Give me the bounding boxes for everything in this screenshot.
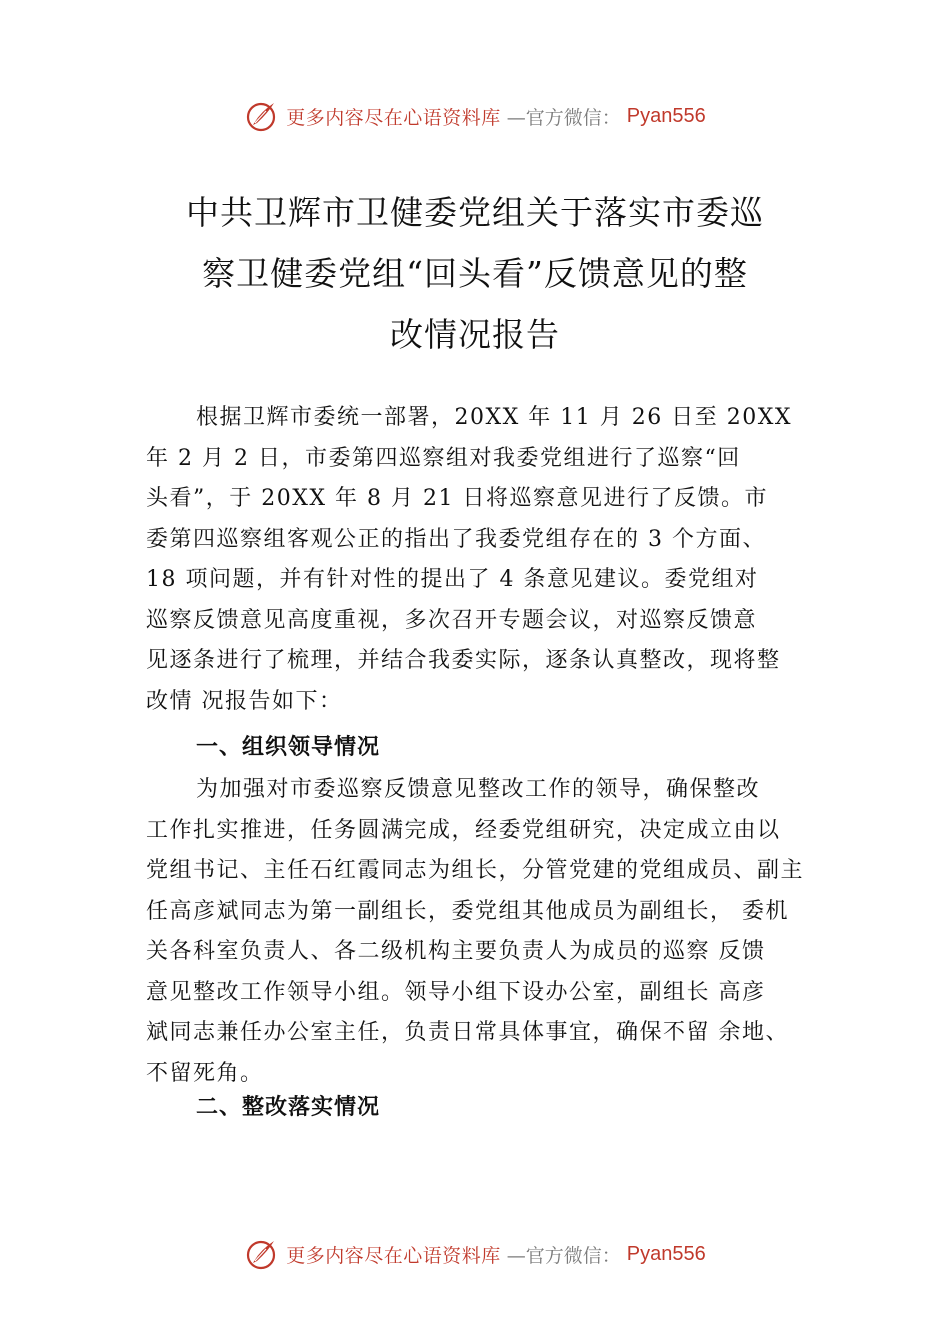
section-heading-2: 二、整改落实情况 xyxy=(196,1095,381,1120)
paragraph-line: 为加强对市委巡察反馈意见整改工作的领导，确保整改 xyxy=(196,777,761,802)
watermark-separator: —官方微信： xyxy=(506,1244,621,1267)
paragraph-line: 18 项问题，并有针对性的提出了 4 条意见建议。委党组对 xyxy=(146,567,759,592)
quill-logo-icon xyxy=(244,98,280,134)
paragraph-line: 头看”，于 20XX 年 8 月 21 日将巡察意见进行了反馈。市 xyxy=(146,486,769,511)
paragraph-line: 委第四巡察组客观公正的指出了我委党组存在的 3 个方面、 xyxy=(146,526,766,552)
paragraph-line: 见逐条进行了梳理，并结合我委实际，逐条认真整改，现将整 xyxy=(146,648,781,673)
leadership-paragraph xyxy=(146,770,826,1094)
paragraph-line: 巡察反馈意见高度重视，多次召开专题会议，对巡察反馈意 xyxy=(146,607,758,633)
watermark-wechat-id: Pyan556 xyxy=(626,1242,706,1265)
paragraph-line: 党组书记、主任石红霞同志为组长，分管党建的党组成员、副主 xyxy=(146,858,805,883)
watermark-wechat-id: Pyan556 xyxy=(626,104,706,127)
paragraph-line: 任高彦斌同志为第一副组长，委党组其他成员为副组长， 委机 xyxy=(146,898,789,924)
intro-paragraph xyxy=(146,398,826,722)
title-line: 察卫健委党组“回头看”反馈意见的整 xyxy=(202,254,748,293)
watermark-separator: —官方微信： xyxy=(506,106,621,129)
paragraph-line: 改情 况报告如下： xyxy=(146,688,343,714)
document-title xyxy=(120,182,830,365)
watermark-main-text: 更多内容尽在心语资料库 xyxy=(286,106,501,129)
title-line: 中共卫辉市卫健委党组关于落实市委巡 xyxy=(186,193,764,232)
paragraph-line: 根据卫辉市委统一部署，20XX 年 11 月 26 日至 20XX xyxy=(196,405,793,430)
paragraph-line: 斌同志兼任办公室主任，负责日常具体事宜，确保不留 余地、 xyxy=(146,1020,789,1045)
section-heading-1: 一、组织领导情况 xyxy=(196,735,381,760)
paragraph-line: 关各科室负责人、各二级机构主要负责人为成员的巡察 反馈 xyxy=(146,939,766,964)
watermark-main-text: 更多内容尽在心语资料库 xyxy=(286,1244,501,1267)
paragraph-line: 不留死角。 xyxy=(146,1060,264,1086)
paragraph-line: 意见整改工作领导小组。领导小组下设办公室，副组长 高彦 xyxy=(146,979,766,1005)
quill-logo-icon xyxy=(244,1236,280,1272)
footer-watermark xyxy=(0,1234,950,1274)
paragraph-line: 年 2 月 2 日，市委第四巡察组对我委党组进行了巡察“回 xyxy=(146,445,741,471)
paragraph-line: 工作扎实推进，任务圆满完成，经委党组研究，决定成立由以 xyxy=(146,817,781,843)
header-watermark xyxy=(0,96,950,136)
title-line: 改情况报告 xyxy=(390,315,560,354)
